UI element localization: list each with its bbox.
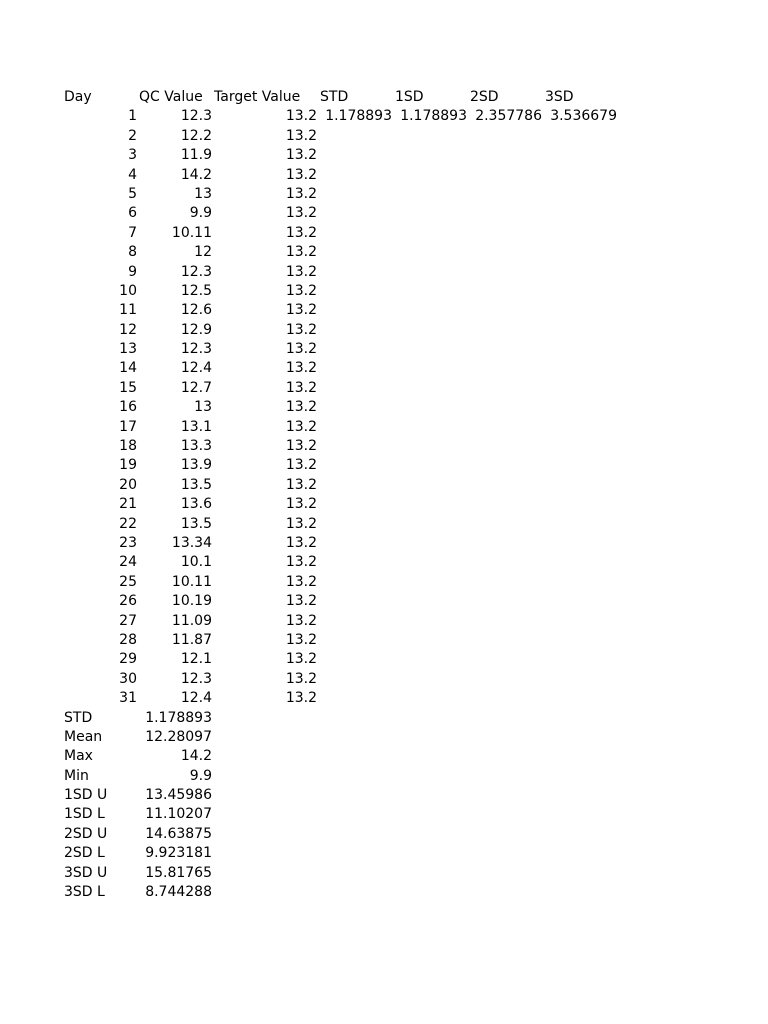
summary-value-cell[interactable]: 14.63875 — [145, 825, 212, 842]
qc-value-cell[interactable]: 12.7 — [180, 379, 212, 396]
target-value-cell[interactable]: 13.2 — [285, 612, 317, 629]
target-value-cell[interactable]: 13.2 — [285, 321, 317, 338]
summary-label-cell[interactable]: 3SD L — [64, 884, 105, 901]
summary-label-cell[interactable]: 1SD L — [64, 806, 105, 823]
table-row — [0, 495, 768, 514]
summary-row — [0, 864, 768, 883]
target-value-cell[interactable]: 13.2 — [285, 670, 317, 687]
table-row — [0, 340, 768, 359]
summary-label-cell[interactable]: Min — [64, 767, 89, 784]
qc-value-cell[interactable]: 12.5 — [180, 282, 212, 299]
table-row — [0, 689, 768, 708]
qc-value-cell[interactable]: 10.11 — [171, 573, 212, 590]
qc-value-cell[interactable]: 12.3 — [180, 341, 212, 358]
table-row — [0, 631, 768, 650]
qc-value-cell[interactable]: 11.9 — [180, 147, 212, 164]
summary-value-cell[interactable]: 11.10207 — [145, 806, 212, 823]
target-value-cell[interactable]: 13.2 — [285, 399, 317, 416]
table-row — [0, 592, 768, 611]
table-row — [0, 321, 768, 340]
qc-value-cell[interactable]: 11.87 — [171, 631, 212, 648]
header-2sd[interactable]: 2SD — [470, 89, 499, 105]
summary-value-cell[interactable]: 9.923181 — [145, 845, 212, 862]
table-row — [0, 476, 768, 495]
day-cell[interactable]: 31 — [119, 690, 137, 707]
table-row — [0, 127, 768, 146]
day-cell[interactable]: 7 — [128, 224, 137, 241]
table-row — [0, 553, 768, 572]
std-cell[interactable]: 1.178893 — [325, 108, 392, 125]
qc-value-cell[interactable]: 13.1 — [180, 418, 212, 435]
table-row — [0, 282, 768, 301]
target-value-cell[interactable]: 13.2 — [285, 496, 317, 513]
qc-value-cell[interactable]: 12 — [194, 244, 212, 261]
summary-label-cell[interactable]: 3SD U — [64, 864, 108, 881]
qc-value-cell[interactable]: 12.3 — [180, 263, 212, 280]
target-value-cell[interactable]: 13.2 — [285, 593, 317, 610]
target-value-cell[interactable]: 13.2 — [285, 224, 317, 241]
target-value-cell[interactable]: 13.2 — [285, 651, 317, 668]
summary-label-cell[interactable]: Max — [64, 748, 93, 765]
target-value-cell[interactable]: 13.2 — [285, 360, 317, 377]
day-cell[interactable]: 26 — [119, 593, 137, 610]
summary-value-cell[interactable]: 9.9 — [189, 767, 212, 784]
table-row — [0, 437, 768, 456]
day-cell[interactable]: 2 — [128, 127, 137, 144]
summary-row — [0, 747, 768, 766]
qc-value-cell[interactable]: 12.6 — [180, 302, 212, 319]
day-cell[interactable]: 4 — [128, 166, 137, 183]
qc-value-cell[interactable]: 11.09 — [171, 612, 212, 629]
day-cell[interactable]: 30 — [119, 670, 137, 687]
table-row — [0, 185, 768, 204]
table-row — [0, 204, 768, 223]
day-cell[interactable]: 8 — [128, 244, 137, 261]
sd2-cell[interactable]: 2.357786 — [475, 108, 542, 125]
summary-value-cell[interactable]: 13.45986 — [145, 787, 212, 804]
qc-value-cell[interactable]: 12.4 — [180, 690, 212, 707]
header-row — [0, 88, 768, 107]
summary-label-cell[interactable]: 2SD U — [64, 825, 108, 842]
day-cell[interactable]: 22 — [119, 515, 137, 532]
sd3-cell[interactable]: 3.536679 — [550, 108, 617, 125]
target-value-cell[interactable]: 13.2 — [285, 690, 317, 707]
target-value-cell[interactable]: 13.2 — [285, 282, 317, 299]
qc-value-cell[interactable]: 13 — [194, 399, 212, 416]
table-row — [0, 670, 768, 689]
target-value-cell[interactable]: 13.2 — [285, 166, 317, 183]
day-cell[interactable]: 19 — [119, 457, 137, 474]
target-value-cell[interactable]: 13.2 — [285, 573, 317, 590]
target-value-cell[interactable]: 13.2 — [285, 147, 317, 164]
qc-value-cell[interactable]: 10.19 — [171, 593, 212, 610]
target-value-cell[interactable]: 13.2 — [285, 457, 317, 474]
day-cell[interactable]: 17 — [119, 418, 137, 435]
summary-rows — [0, 709, 768, 903]
target-value-cell[interactable]: 13.2 — [285, 534, 317, 551]
day-cell[interactable]: 6 — [128, 205, 137, 222]
day-cell[interactable]: 24 — [119, 554, 137, 571]
qc-value-cell[interactable]: 14.2 — [180, 166, 212, 183]
qc-value-cell[interactable]: 12.9 — [180, 321, 212, 338]
target-value-cell[interactable]: 13.2 — [285, 341, 317, 358]
summary-row — [0, 728, 768, 747]
header-qc-value[interactable]: QC Value — [139, 89, 203, 105]
qc-value-cell[interactable]: 13.6 — [180, 496, 212, 513]
target-value-cell[interactable]: 13.2 — [285, 244, 317, 261]
target-value-cell[interactable]: 13.2 — [285, 302, 317, 319]
qc-value-cell[interactable]: 13 — [194, 185, 212, 202]
summary-value-cell[interactable]: 15.81765 — [145, 864, 212, 881]
summary-row — [0, 786, 768, 805]
qc-value-cell[interactable]: 10.1 — [180, 554, 212, 571]
summary-row — [0, 825, 768, 844]
summary-row — [0, 709, 768, 728]
table-row — [0, 612, 768, 631]
target-value-cell[interactable]: 13.2 — [285, 205, 317, 222]
qc-spreadsheet — [0, 88, 768, 902]
day-cell[interactable]: 23 — [119, 534, 137, 551]
table-row — [0, 146, 768, 165]
summary-label-cell[interactable]: 2SD L — [64, 845, 105, 862]
table-row — [0, 359, 768, 378]
day-cell[interactable]: 12 — [119, 321, 137, 338]
day-cell[interactable]: 13 — [119, 341, 137, 358]
table-row — [0, 650, 768, 669]
target-value-cell[interactable]: 13.2 — [285, 185, 317, 202]
qc-value-cell[interactable]: 13.3 — [180, 438, 212, 455]
summary-value-cell[interactable]: 1.178893 — [145, 709, 212, 726]
target-value-cell[interactable]: 13.2 — [285, 263, 317, 280]
summary-value-cell[interactable]: 14.2 — [180, 748, 212, 765]
table-row — [0, 379, 768, 398]
table-row — [0, 573, 768, 592]
day-cell[interactable]: 14 — [119, 360, 137, 377]
qc-value-cell[interactable]: 9.9 — [189, 205, 212, 222]
target-value-cell[interactable]: 13.2 — [285, 554, 317, 571]
summary-row — [0, 805, 768, 824]
table-row — [0, 534, 768, 553]
table-row — [0, 243, 768, 262]
day-cell[interactable]: 29 — [119, 651, 137, 668]
table-row — [0, 263, 768, 282]
summary-row — [0, 844, 768, 863]
day-cell[interactable]: 10 — [119, 282, 137, 299]
day-cell[interactable]: 21 — [119, 496, 137, 513]
target-value-cell[interactable]: 13.2 — [285, 418, 317, 435]
table-row — [0, 515, 768, 534]
target-value-cell[interactable]: 13.2 — [285, 108, 317, 125]
day-cell[interactable]: 20 — [119, 476, 137, 493]
qc-value-cell[interactable]: 13.5 — [180, 476, 212, 493]
summary-label-cell[interactable]: 1SD U — [64, 787, 108, 804]
day-cell[interactable]: 1 — [128, 108, 137, 125]
header-3sd[interactable]: 3SD — [545, 89, 574, 105]
day-cell[interactable]: 11 — [119, 302, 137, 319]
summary-value-cell[interactable]: 12.28097 — [145, 728, 212, 745]
day-cell[interactable]: 16 — [119, 399, 137, 416]
qc-value-cell[interactable]: 12.4 — [180, 360, 212, 377]
table-row — [0, 301, 768, 320]
target-value-cell[interactable]: 13.2 — [285, 515, 317, 532]
summary-value-cell[interactable]: 8.744288 — [145, 884, 212, 901]
sd1-cell[interactable]: 1.178893 — [400, 108, 467, 125]
day-cell[interactable]: 15 — [119, 379, 137, 396]
day-cell[interactable]: 9 — [128, 263, 137, 280]
target-value-cell[interactable]: 13.2 — [285, 476, 317, 493]
target-value-cell[interactable]: 13.2 — [285, 631, 317, 648]
day-cell[interactable]: 25 — [119, 573, 137, 590]
day-cell[interactable]: 18 — [119, 438, 137, 455]
header-1sd[interactable]: 1SD — [395, 89, 424, 105]
table-row — [0, 224, 768, 243]
qc-value-cell[interactable]: 12.1 — [180, 651, 212, 668]
qc-value-cell[interactable]: 13.34 — [171, 534, 212, 551]
qc-value-cell[interactable]: 10.11 — [171, 224, 212, 241]
summary-row — [0, 883, 768, 902]
header-target-value[interactable]: Target Value — [214, 89, 301, 105]
table-row — [0, 398, 768, 417]
table-row — [0, 418, 768, 437]
qc-value-cell[interactable]: 13.9 — [180, 457, 212, 474]
table-row — [0, 166, 768, 185]
qc-value-cell[interactable]: 13.5 — [180, 515, 212, 532]
qc-value-cell[interactable]: 12.2 — [180, 127, 212, 144]
summary-label-cell[interactable]: Mean — [64, 728, 103, 745]
summary-label-cell[interactable]: STD — [64, 709, 93, 726]
table-row — [0, 107, 768, 126]
day-cell[interactable]: 27 — [119, 612, 137, 629]
day-cell[interactable]: 3 — [128, 147, 137, 164]
target-value-cell[interactable]: 13.2 — [285, 379, 317, 396]
target-value-cell[interactable]: 13.2 — [285, 127, 317, 144]
table-row — [0, 456, 768, 475]
qc-value-cell[interactable]: 12.3 — [180, 670, 212, 687]
data-rows — [0, 107, 768, 708]
qc-value-cell[interactable]: 12.3 — [180, 108, 212, 125]
target-value-cell[interactable]: 13.2 — [285, 438, 317, 455]
header-day[interactable]: Day — [64, 89, 92, 105]
header-std[interactable]: STD — [320, 89, 349, 105]
summary-row — [0, 767, 768, 786]
day-cell[interactable]: 28 — [119, 631, 137, 648]
day-cell[interactable]: 5 — [128, 185, 137, 202]
